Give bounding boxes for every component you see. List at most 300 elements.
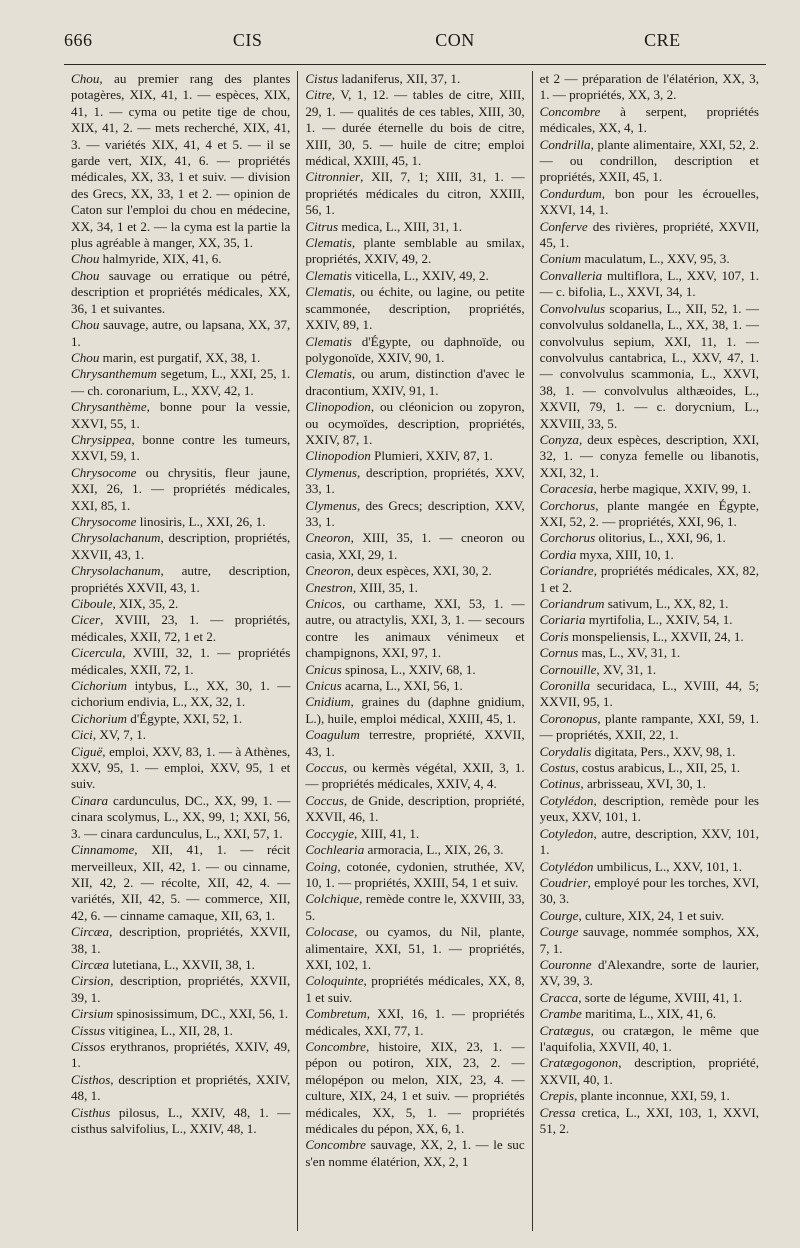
index-entry — [305, 793, 524, 826]
entry-term: Coccygie — [305, 825, 355, 841]
entry-term: Coriandre — [539, 563, 594, 579]
index-entry — [305, 826, 524, 842]
index-entry — [540, 432, 759, 481]
header-right-term: CRE — [644, 30, 681, 50]
entry-term: Chrysocome — [71, 513, 137, 529]
entry-term: Chou — [71, 267, 100, 283]
index-entry — [71, 1006, 290, 1022]
entry-text: sauvage ou erratique ou pétré, description et propriétés médicales, XX, 36, 1 et suivantes. — [71, 267, 291, 316]
entry-term: Cornus — [539, 645, 579, 661]
entry-term: Clematis — [305, 235, 352, 251]
entry-term: Cicer — [71, 612, 101, 628]
entry-text: terrestre, propriété, XXVII, 43, 1. — [305, 727, 525, 759]
index-entry — [540, 957, 759, 990]
entry-text: armoracia, L., XIX, 26, 3. — [364, 842, 504, 858]
index-entry — [71, 793, 290, 842]
entry-text: ou chrysitis, fleur jaune, XXI, 26, 1. — propriétés médicales, XXI, 85, 1. — [71, 464, 291, 513]
index-entry — [71, 317, 290, 350]
index-entry — [71, 530, 290, 563]
entry-text: , XIII, 35, 1. — [352, 579, 418, 595]
entry-term: Coloquinte — [305, 973, 364, 989]
entry-text: d'Égypte, ou daphnoïde, ou polygonoïde, XXIV, 90, 1. — [305, 333, 525, 365]
index-entry — [540, 678, 759, 711]
index-entry — [540, 137, 759, 186]
index-entry — [305, 284, 524, 333]
entry-term: Ciguë — [71, 743, 103, 759]
index-entry — [305, 71, 524, 87]
entry-term: Circæa — [71, 956, 110, 972]
index-entry — [305, 760, 524, 793]
entry-text: , plante alimentaire, XXI, 52, 2. — ou condrillon, description et propriétés, XXII, 45, 1. — [539, 136, 759, 185]
index-entry — [540, 776, 759, 792]
index-entry — [305, 678, 524, 694]
entry-text: , ou échite, ou lagine, ou petite scammonée, description, propriétés, XXIV, 89, 1. — [305, 284, 525, 333]
entry-text: , emploi, XXV, 83, 1. — à Athènes, XXV, 95, 1. — emploi, XXV, 95, 1 et suiv. — [71, 743, 291, 792]
index-entry — [71, 973, 290, 1006]
entry-term: Cisthus — [71, 1104, 111, 1120]
index-entry — [540, 301, 759, 432]
index-entry — [540, 481, 759, 497]
entry-text: sativum, L., XX, 82, 1. — [604, 596, 729, 611]
entry-term: Cotinus — [539, 776, 581, 792]
entry-term: Cnidium — [305, 694, 351, 710]
entry-term: Concombre — [305, 1137, 366, 1153]
entry-term: Clymenus — [305, 497, 357, 513]
index-entry — [71, 514, 290, 530]
entry-term: Conium — [539, 251, 582, 267]
entry-text: cardunculus, DC., XX, 99, 1. — cinara scolymus, L., XX, 99, 1; XXI, 56, 3. — cinara cardunculus, L., XXI, 57, 1. — [71, 792, 291, 841]
index-entry — [305, 891, 524, 924]
entry-text: segetum, L., XXI, 25, 1. — ch. coronarium, L., XXV, 42, 1. — [71, 366, 291, 398]
entry-text: , plante mangée en Égypte, XXI, 52, 2. — propriétés, XXI, 96, 1. — [539, 497, 759, 529]
index-entry — [540, 104, 759, 137]
entry-text: , ou kermès végétal, XXII, 3, 1. — propriétés médicales, XXIV, 4, 4. — [305, 760, 525, 792]
entry-text: monspeliensis, L., XXVII, 24, 1. — [568, 628, 744, 644]
entry-term: Crambe — [539, 1006, 582, 1022]
entry-term: Cici — [71, 727, 93, 743]
entry-text: , description, propriétés, XXVII, 38, 1. — [71, 924, 291, 956]
entry-term: Costus — [539, 760, 576, 776]
entry-term: Cichorium — [71, 678, 128, 694]
index-entry — [305, 563, 524, 579]
entry-term: Coracesia — [539, 481, 594, 497]
entry-term: Clematis — [305, 267, 352, 283]
index-entry — [540, 1006, 759, 1022]
entry-text: , herbe magique, XXIV, 99, 1. — [593, 481, 752, 497]
index-entry — [540, 859, 759, 875]
index-entry — [305, 694, 524, 727]
index-entry — [540, 71, 759, 104]
entry-term: Cotyledon — [539, 825, 594, 841]
entry-text: , XVIII, 32, 1. — propriétés médicales, XXII, 72, 1. — [71, 645, 291, 677]
entry-term: Chou — [71, 251, 100, 267]
index-entry — [540, 826, 759, 859]
entry-text: , description, remède pour les yeux, XXV, 101, 1. — [539, 792, 759, 825]
entry-term: Conyza — [539, 431, 579, 447]
entry-term: Coccus — [305, 792, 344, 808]
entry-term: Clematis — [305, 333, 352, 349]
index-entry — [540, 629, 759, 645]
index-entry — [540, 1088, 759, 1104]
entry-text: , propriétés médicales, XX, 8, 1 et suiv. — [305, 973, 525, 1005]
entry-term: Cneoron — [305, 530, 351, 546]
index-entry — [540, 186, 759, 219]
entry-text: , description, propriété, XXVII, 40, 1. — [539, 1055, 759, 1087]
index-entry — [305, 924, 524, 973]
entry-text: , XII, 41, 1. — récit merveilleux, XII, 42, 1. — ou cinname, XII, 42, 2. — récolte, XII, 42, 4. — variétés, XII, 42, 5. — commerce, XII, 42, 6. — cinname camaque, XII, 63, 1. — [71, 842, 291, 923]
entry-term: Corchorus — [539, 530, 596, 546]
entry-text: , ou cyamos, du Nil, plante, alimentaire, XXI, 51, 1. — propriétés, XXI, 102, 1. — [305, 924, 525, 972]
entry-text: medica, L., XIII, 31, 1. — [338, 218, 463, 234]
entry-text: acarna, L., XXI, 56, 1. — [341, 678, 463, 694]
entry-text: scoparius, L., XII, 52, 1. — convolvulus soldanella, L., XX, 38, 1. — convolvulus sepium, XXI, 11, 1. — convolvulus cantabrica, L., XXV, 47, 1. — convolvulus scammonia, L., XXVI, 38, 1. — convolvulus althæoides, L., XXVII, 79, 1. — c. dorycnium, L., XXVIII, 33, 5. — [539, 300, 759, 431]
entry-text: , description, propriétés, XXVII, 43, 1. — [71, 530, 291, 562]
index-entry — [71, 1072, 290, 1105]
index-entry — [71, 251, 290, 267]
index-entry — [71, 744, 290, 793]
entry-text: ladaniferus, XII, 37, 1. — [338, 71, 461, 86]
index-entry — [305, 465, 524, 498]
index-entry — [71, 350, 290, 366]
entry-term: Cotylédon — [539, 858, 594, 874]
entry-text: , sorte de légume, XVIII, 41, 1. — [578, 989, 743, 1005]
entry-term: Condrilla — [539, 136, 591, 152]
entry-text: spinosissimum, DC., XXI, 56, 1. — [113, 1006, 289, 1022]
entry-term: Couronne — [539, 956, 592, 972]
running-header — [64, 30, 766, 60]
index-entry — [71, 399, 290, 432]
entry-term: Coronilla — [539, 678, 591, 694]
entry-text: , autre, description, propriétés XXVII, 43, 1. — [71, 563, 291, 595]
index-entry — [305, 662, 524, 678]
index-entry — [305, 1039, 524, 1137]
entry-term: Conferve — [539, 218, 588, 234]
entry-text: digitata, Pers., XXV, 98, 1. — [591, 743, 736, 759]
entry-term: Concombre — [539, 103, 601, 119]
index-entry — [305, 1006, 524, 1039]
entry-term: Coagulum — [305, 727, 360, 743]
index-entry — [71, 711, 290, 727]
entry-term: Corydalis — [539, 743, 592, 759]
index-entry — [540, 793, 759, 826]
entry-text: maritima, L., XIX, 41, 6. — [581, 1006, 717, 1022]
index-entry — [305, 169, 524, 218]
entry-term: Coronopus — [539, 710, 598, 726]
entry-term: Coing — [305, 858, 338, 874]
entry-text: multiflora, L., XXV, 107, 1. — c. bifolia, L., XXVI, 34, 1. — [539, 267, 759, 300]
header-center-term: CON — [435, 30, 475, 50]
entry-term: Combretum — [305, 1006, 367, 1022]
entry-text: , costus arabicus, L., XII, 25, 1. — [575, 760, 741, 776]
index-entry — [540, 990, 759, 1006]
index-entry — [71, 924, 290, 957]
entry-text: halmyride, XIX, 41, 6. — [99, 251, 222, 267]
entry-text: , cotonée, cydonien, struthée, XV, 10, 1. — propriétés, XXIII, 54, 1 et suiv. — [305, 858, 525, 890]
entry-term: Cratægogonon — [539, 1055, 619, 1071]
entry-term: Cisthos — [71, 1071, 111, 1087]
entry-text: myrtifolia, L., XXIV, 54, 1. — [585, 612, 733, 628]
entry-term: Ciboule — [71, 596, 113, 611]
entry-text: intybus, L., XX, 30, 1. — cichorium endivia, L., XX, 32, 1. — [71, 678, 291, 710]
entry-term: Coriaria — [539, 612, 586, 628]
entry-term: Cissus — [71, 1022, 106, 1038]
entry-text: , XV, 31, 1. — [596, 661, 657, 677]
entry-term: Coccus — [305, 760, 344, 776]
entry-text: mas, L., XV, 31, 1. — [578, 645, 681, 661]
index-entry — [71, 1105, 290, 1138]
entry-text: , remède contre le, XXVIII, 33, 5. — [305, 891, 525, 923]
entry-term: Chou — [71, 71, 100, 86]
entry-term: Cissos — [71, 1038, 106, 1054]
entry-text: linosiris, L., XXI, 26, 1. — [136, 513, 266, 529]
entry-text: d'Alexandre, sorte de laurier, XV, 39, 3. — [539, 956, 759, 989]
page-number: 666 — [64, 30, 93, 50]
index-entry — [71, 1039, 290, 1072]
entry-text: des rivières, propriété, XXVII, 45, 1. — [539, 218, 759, 251]
entry-text: , bonne pour la vessie, XXVI, 55, 1. — [71, 399, 291, 431]
index-entry — [71, 563, 290, 596]
index-entry — [305, 580, 524, 596]
entry-term: Cicercula — [71, 645, 123, 661]
index-entry — [540, 744, 759, 760]
entry-text: , deux espèces, description, XXI, 32, 1. — conyza femelle ou libanotis, XXI, 32, 1. — [539, 431, 759, 480]
entry-term: Cinnamome — [71, 842, 135, 858]
entry-term: Cratægus — [539, 1022, 591, 1038]
index-entry — [71, 596, 290, 612]
entry-term: Cnicus — [305, 661, 342, 677]
entry-term: Cnicus — [305, 678, 342, 694]
entry-term: Coriandrum — [539, 596, 605, 611]
index-entry — [540, 547, 759, 563]
entry-text: erythranos, propriétés, XXIV, 49, 1. — [71, 1038, 291, 1071]
index-entry — [305, 366, 524, 399]
entry-term: Convolvulus — [539, 300, 606, 316]
index-entry — [540, 563, 759, 596]
entry-text: , employé pour les torches, XVI, 30, 3. — [539, 874, 759, 907]
index-entry — [540, 530, 759, 546]
entry-term: Cnestron — [305, 579, 353, 595]
column-2 — [297, 71, 531, 1231]
entry-text: cretica, L., XXI, 103, 1, XXVI, 51, 2. — [539, 1104, 759, 1136]
entry-text: sauvage, nommée somphos, XX, 7, 1. — [539, 924, 759, 956]
index-entry — [540, 596, 759, 612]
index-columns — [64, 71, 766, 1231]
entry-term: Cinara — [71, 792, 109, 808]
entry-term: Cochlearia — [305, 842, 365, 858]
index-entry — [305, 448, 524, 464]
entry-term: Clematis — [305, 366, 352, 382]
entry-term: Clinopodion — [305, 448, 371, 464]
entry-term: Chrysanthemum — [71, 366, 157, 382]
entry-term: Cornouille — [539, 661, 597, 677]
index-entry — [540, 268, 759, 301]
entry-term: Courge — [539, 907, 579, 923]
entry-term: Coris — [539, 628, 569, 644]
entry-term: Chou — [71, 317, 100, 333]
entry-text: olitorius, L., XXI, 96, 1. — [595, 530, 726, 546]
entry-term: Chrysolachanum — [71, 563, 161, 579]
entry-text: , arbrisseau, XVI, 30, 1. — [580, 776, 706, 792]
index-entry — [540, 1023, 759, 1056]
entry-text: spinosa, L., XXIV, 68, 1. — [341, 661, 476, 677]
index-entry — [71, 645, 290, 678]
entry-text: , autre, description, XXV, 101, 1. — [539, 825, 759, 858]
entry-text: , XIII, 41, 1. — [354, 825, 420, 841]
entry-text: , de Gnide, description, propriété, XXVII, 46, 1. — [305, 792, 525, 825]
entry-term: Colocase — [305, 924, 355, 940]
index-entry — [540, 1055, 759, 1088]
entry-term: Cotylédon — [539, 792, 594, 808]
index-entry — [540, 662, 759, 678]
entry-term: Citre — [305, 87, 332, 103]
entry-term: Cirsium — [71, 1006, 114, 1022]
index-entry — [71, 842, 290, 924]
entry-term: Crepis — [539, 1088, 575, 1104]
entry-term: Concombre — [305, 1038, 366, 1054]
entry-text: sauvage, XX, 2, 1. — le suc s'en nomme élatérion, XX, 2, 1 — [305, 1137, 525, 1169]
entry-term: Condurdum — [539, 185, 602, 201]
entry-text: vitiginea, L., XII, 28, 1. — [105, 1022, 233, 1038]
index-entry — [305, 87, 524, 169]
index-entry — [71, 1023, 290, 1039]
index-entry — [305, 973, 524, 1006]
entry-text: , description, propriétés, XXVII, 39, 1. — [71, 973, 291, 1005]
entry-text: d'Égypte, XXI, 52, 1. — [127, 710, 243, 726]
entry-text: , plante semblable au smilax, propriétés, XXIV, 49, 2. — [305, 235, 525, 267]
entry-term: Cichorium — [71, 710, 128, 726]
entry-term: Cressa — [539, 1104, 576, 1120]
entry-text: viticella, L., XXIV, 49, 2. — [351, 267, 489, 283]
entry-term: Chrysanthème — [71, 399, 147, 415]
entry-text: , au premier rang des plantes potagères, XIX, 41, 1. — espèces, XIX, 41, 1. — cyma ou petite tige de chou, XIX, 41, 2. — mets recherché, XIX, 41, 3. — variétés XIX, 41, 4 et 5. — il se garde vert, XIX, 41, 6. — propriétés médicales, XX, 33, 1 et suiv. — division des Grecs, XX, 33, 1 et 2. — opinion de Caton sur l'emploi du chou en médecine, XX, 34, 1 et 2. — la cyma est la partie la plus agréable à manger, XX, 35, 1. — [71, 71, 291, 251]
entry-text: , V, 1, 12. — tables de citre, XIII, 29, 1. — qualités de ces tables, XIII, 30, 1. — durée éternelle du bois de citre, XIII, 30, 5. — huile de citre; emploi médical, XXIII, 45, 1. — [305, 87, 525, 169]
index-entry — [540, 498, 759, 531]
index-entry — [540, 711, 759, 744]
header-left-term: CIS — [232, 30, 263, 50]
column-1 — [64, 71, 297, 1231]
entry-text: lutetiana, L., XXVII, 38, 1. — [109, 956, 255, 972]
index-entry — [305, 596, 524, 662]
index-entry — [540, 875, 759, 908]
entry-term: Cirsion — [71, 973, 111, 989]
entry-text: Plumieri, XXIV, 87, 1. — [370, 448, 493, 464]
index-entry — [71, 957, 290, 973]
index-entry — [305, 859, 524, 892]
entry-text: securidaca, L., XVIII, 44, 5; XXVII, 95, 1. — [539, 678, 759, 710]
entry-term: Cordia — [539, 546, 577, 562]
entry-text: , plante inconnue, XXI, 59, 1. — [574, 1088, 730, 1104]
index-entry — [71, 268, 290, 317]
entry-text: , XIII, 35, 1. — cneoron ou casia, XXI, 29, 1. — [305, 530, 525, 562]
entry-text: , ou carthame, XXI, 53, 1. — autre, ou atractylis, XXI, 3, 1. — secours contre les animaux vénimeux et champignons, XXI, 97, 1. — [305, 596, 525, 661]
index-entry — [540, 924, 759, 957]
entry-term: Chou — [71, 349, 100, 365]
entry-text: , ou cléonicion ou zopyron, ou ocymoïdes, description, propriétés, XXIV, 87, 1. — [305, 399, 525, 447]
entry-text: , ou cratægon, le même que l'aquifolia, XXVII, 40, 1. — [539, 1022, 759, 1054]
entry-text: , graines du (daphne gnidium, L.), huile, emploi médical, XXIII, 45, 1. — [305, 694, 525, 726]
index-entry — [305, 334, 524, 367]
index-entry — [540, 1105, 759, 1138]
entry-text: , XVIII, 23, 1. — propriétés, médicales, XXII, 72, 1 et 2. — [71, 612, 291, 644]
index-entry — [305, 268, 524, 284]
entry-text: maculatum, L., XXV, 95, 3. — [581, 251, 730, 267]
index-entry — [305, 219, 524, 235]
entry-text: sauvage, autre, ou lapsana, XX, 37, 1. — [71, 317, 291, 349]
entry-term: Convalleria — [539, 267, 603, 283]
index-entry — [305, 727, 524, 760]
index-entry — [305, 399, 524, 448]
index-entry — [71, 678, 290, 711]
entry-term: Colchique — [305, 891, 360, 907]
entry-text: , bonne contre les tumeurs, XXVI, 59, 1. — [71, 431, 291, 464]
index-entry — [540, 645, 759, 661]
entry-text: umbilicus, L., XXV, 101, 1. — [593, 858, 743, 874]
entry-term: Coudrier — [539, 874, 588, 890]
index-entry — [305, 498, 524, 531]
entry-text: , description et propriétés, XXIV, 48, 1. — [71, 1071, 291, 1104]
entry-text: , deux espèces, XXI, 30, 2. — [350, 563, 492, 579]
entry-term: Cistus — [305, 71, 339, 86]
index-entry — [71, 432, 290, 465]
index-entry — [71, 612, 290, 645]
entry-text: , propriétés médicales, XX, 82, 1 et 2. — [539, 563, 759, 595]
entry-term: Chrysocome — [71, 464, 137, 480]
entry-text: pilosus, L., XXIV, 48, 1. — cisthus salvifolius, L., XXIV, 48, 1. — [71, 1104, 291, 1136]
index-entry — [540, 612, 759, 628]
index-entry — [305, 530, 524, 563]
entry-text: et 2 — préparation de l'élatérion, XX, 3, 1. — propriétés, XX, 3, 2. — [539, 71, 759, 103]
entry-term: Clinopodion — [305, 399, 371, 415]
index-entry — [305, 842, 524, 858]
index-entry — [71, 71, 290, 251]
entry-text: à serpent, propriétés médicales, XX, 4, 1. — [539, 103, 759, 136]
entry-text: , XII, 7, 1; XIII, 31, 1. — propriétés médicales du citron, XXIII, 56, 1. — [305, 169, 525, 218]
entry-text: , histoire, XIX, 23, 1. — pépon ou potiron, XIX, 23, 2. — mélopépon ou melon, XIX, 23, 4. — culture, XIX, 24, 1 et suiv. — propriétés médicales, XX, 5, 1. — propriétés médicales du pépon, XX, 6, 1. — [305, 1038, 525, 1136]
index-entry — [71, 366, 290, 399]
entry-term: Cracca — [539, 989, 579, 1005]
header-rule — [64, 64, 766, 65]
index-entry — [305, 1137, 524, 1170]
entry-text: , XIX, 35, 2. — [112, 596, 179, 611]
entry-term: Corchorus — [539, 497, 596, 513]
entry-text: , bon pour les écrouelles, XXVI, 14, 1. — [539, 185, 759, 218]
entry-term: Clymenus — [305, 464, 357, 480]
entry-term: Citrus — [305, 218, 339, 234]
entry-text: , XXI, 16, 1. — propriétés médicales, XXI, 77, 1. — [305, 1006, 525, 1038]
entry-text: , XV, 7, 1. — [92, 727, 147, 743]
entry-term: Cneoron — [305, 563, 351, 579]
entry-term: Chrysippea — [71, 431, 132, 447]
column-3 — [532, 71, 766, 1231]
entry-text: , plante rampante, XXI, 59, 1. — propriétés, XXII, 22, 1. — [539, 710, 759, 743]
entry-term: Circæa — [71, 924, 110, 940]
index-entry — [305, 235, 524, 268]
entry-term: Chrysolachanum — [71, 530, 161, 546]
index-entry — [540, 219, 759, 252]
entry-text: , description, propriétés, XXV, 33, 1. — [305, 464, 525, 497]
entry-text: marin, est purgatif, XX, 38, 1. — [99, 349, 261, 365]
index-entry — [540, 908, 759, 924]
index-entry — [540, 760, 759, 776]
entry-term: Citronnier — [305, 169, 361, 185]
entry-text: , des Grecs; description, XXV, 33, 1. — [305, 497, 525, 529]
entry-term: Cnicos — [305, 596, 342, 611]
index-entry — [540, 251, 759, 267]
entry-text: , ou arum, distinction d'avec le dracontium, XXIV, 91, 1. — [305, 366, 525, 398]
entry-term: Clematis — [305, 284, 352, 300]
entry-text: , culture, XIX, 24, 1 et suiv. — [578, 907, 725, 923]
index-entry — [71, 727, 290, 743]
